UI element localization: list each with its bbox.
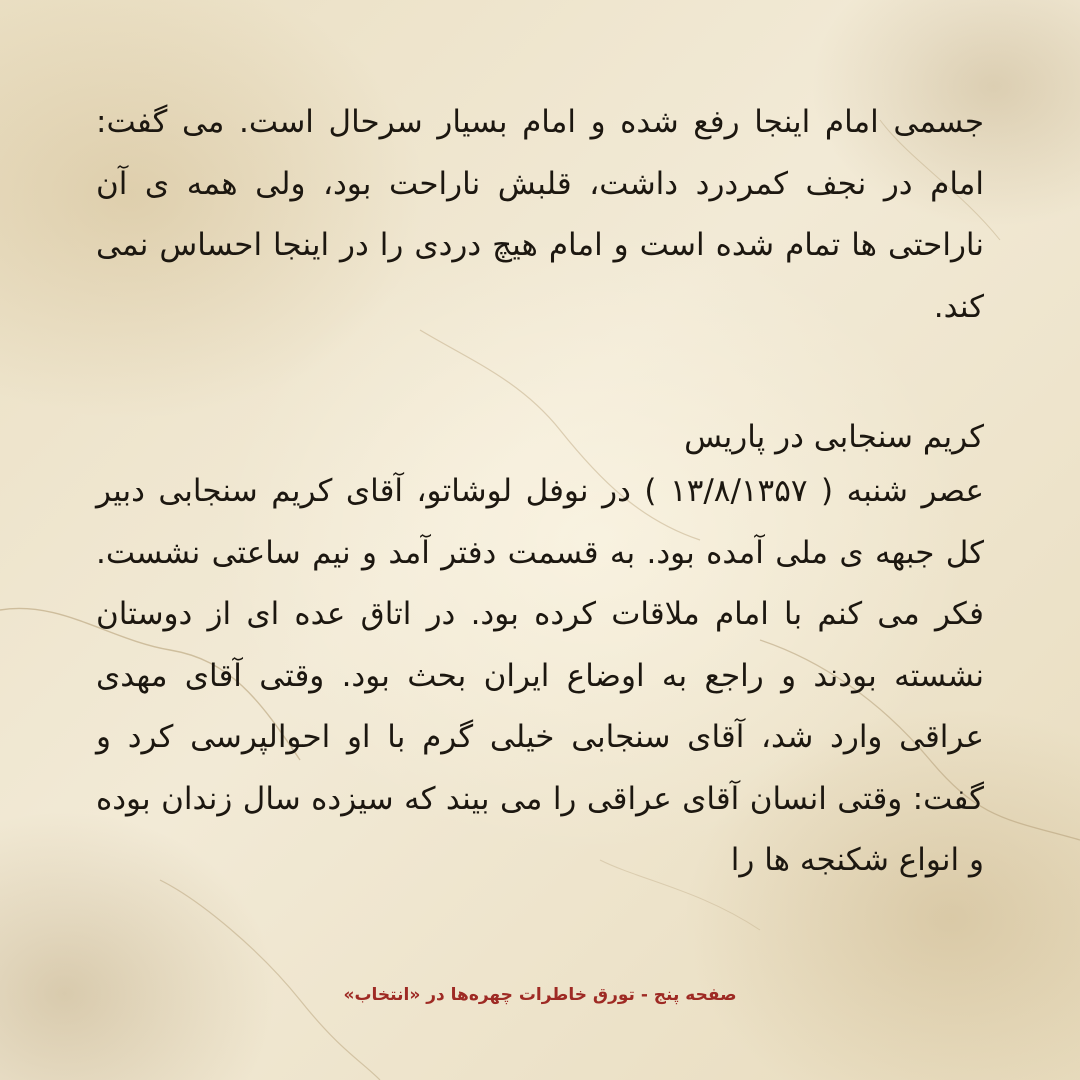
section-heading: کریم سنجابی در پاریس: [684, 419, 984, 455]
paragraph-1: جسمی امام اینجا رفع شده و امام بسیار سرحال است. می گفت: امام در نجف کمردرد داشت، قلبش ناراحت بود، ولی همه ی آن ناراحتی ها تمام شده است و امام هیچ دردی را در اینجا احساس نمی کند.: [96, 104, 984, 325]
paragraph-2: عصر شنبه ( ۱۳/۸/۱۳۵۷ ) در نوفل لوشاتو، آقای کریم سنجابی دبیر کل جبهه ی ملی آمده بود. به قسمت دفتر آمد و نیم ساعتی نشست. فکر می کنم با امام ملاقات کرده بود. در اتاق عده ای از دوستان نشسته بودند و راجع به اوضاع ایران بحث بود. وقتی آقای مهدی عراقی وارد شد، آقای سنجابی خیلی گرم با او احوالپرسی کرد و گفت: وقتی انسان آقای عراقی را می بیند که سیزده سال زندان بوده و انواع شکنجه ها را: [96, 473, 984, 878]
page-footer: صفحه پنج - تورق خاطرات چهره‌ها در «انتخاب»: [343, 985, 737, 1005]
